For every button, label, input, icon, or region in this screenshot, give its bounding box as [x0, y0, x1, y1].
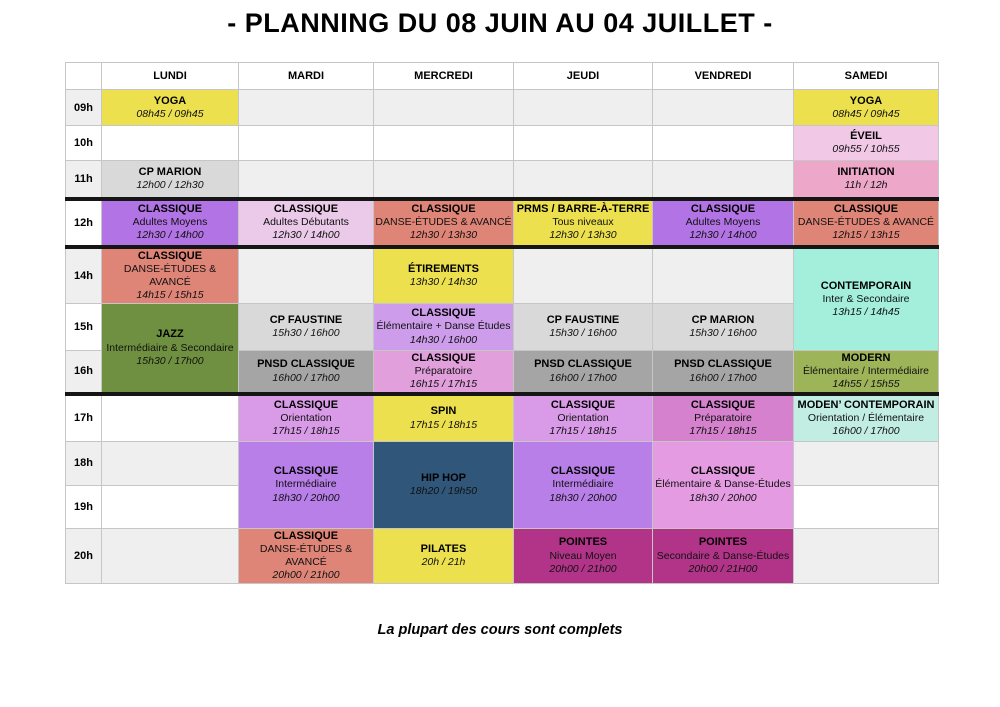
course-cell [239, 528, 374, 583]
course-level: DANSE-ÉTUDES & AVANCÉ [375, 216, 512, 229]
course-level: Élémentaire / Intermédiaire [802, 365, 930, 378]
course-name: ÉTIREMENTS [408, 262, 479, 275]
day-header-lundi: LUNDI [102, 63, 239, 90]
course-hours: 11h / 12h [844, 179, 888, 192]
course-cell [239, 394, 374, 441]
course-name: CLASSIQUE [833, 202, 899, 215]
course-cell [794, 126, 939, 161]
day-header-mercredi: MERCREDI [374, 63, 514, 90]
course-name: CLASSIQUE [273, 529, 339, 542]
course-level: Orientation [557, 412, 609, 425]
course-level: DANSE-ÉTUDES & AVANCÉ [797, 216, 935, 229]
empty-cell [239, 161, 374, 199]
course-cell [102, 90, 239, 126]
day-header-samedi: SAMEDI [794, 63, 939, 90]
course-level: Orientation [280, 412, 332, 425]
course-level: Secondaire & Danse-Études [656, 549, 790, 562]
time-label-19h: 19h [66, 485, 102, 528]
course-name: CLASSIQUE [690, 202, 756, 215]
course-cell [374, 303, 514, 350]
day-header-jeudi: JEUDI [514, 63, 653, 90]
course-name: YOGA [849, 94, 883, 107]
course-hours: 18h20 / 19h50 [409, 485, 478, 498]
course-hours: 14h55 / 15h55 [832, 378, 900, 391]
course-hours: 20h00 / 21h00 [272, 569, 340, 582]
course-level: Orientation / Élémentaire [807, 412, 925, 425]
course-hours: 12h15 / 13h15 [832, 229, 900, 242]
time-label-12h: 12h [66, 199, 102, 247]
course-cell [794, 247, 939, 351]
course-hours: 20h00 / 21h00 [549, 562, 617, 575]
course-name: POINTES [558, 536, 608, 549]
course-hours: 12h30 / 14h00 [272, 229, 340, 242]
course-cell [514, 199, 653, 247]
time-label-20h: 20h [66, 528, 102, 583]
course-cell [374, 528, 514, 583]
course-level: Adultes Moyens [132, 216, 208, 229]
course-cell [794, 90, 939, 126]
course-hours: 12h30 / 13h30 [549, 229, 617, 242]
course-cell [653, 394, 794, 441]
time-label-16h: 16h [66, 350, 102, 394]
course-cell [514, 441, 653, 528]
time-label-15h: 15h [66, 303, 102, 350]
empty-cell [514, 247, 653, 304]
course-name: HIP HOP [420, 471, 467, 484]
course-name: CLASSIQUE [273, 398, 339, 411]
empty-cell [102, 485, 239, 528]
course-level: Tous niveaux [552, 216, 614, 229]
course-hours: 16h00 / 17h00 [549, 371, 617, 384]
course-cell [794, 199, 939, 247]
time-label-14h: 14h [66, 247, 102, 304]
empty-cell [514, 90, 653, 126]
course-cell [239, 350, 374, 394]
course-name: CLASSIQUE [550, 465, 616, 478]
course-name: PNSD CLASSIQUE [257, 358, 355, 371]
course-name: SPIN [430, 405, 457, 418]
course-hours: 15h30 / 17h00 [136, 354, 204, 367]
course-cell [374, 199, 514, 247]
empty-cell [102, 441, 239, 485]
course-hours: 13h30 / 14h30 [409, 275, 478, 288]
course-cell [653, 303, 794, 350]
empty-cell [239, 90, 374, 126]
course-name: CLASSIQUE [411, 351, 476, 364]
empty-cell [653, 90, 794, 126]
time-row-14h [66, 247, 939, 304]
course-name: CLASSIQUE [411, 202, 476, 215]
course-level: Intermédiaire & Secondaire [106, 341, 234, 354]
course-name: YOGA [153, 94, 187, 107]
empty-cell [374, 126, 514, 161]
footer-note: La plupart des cours sont complets [377, 622, 623, 638]
empty-cell [653, 126, 794, 161]
empty-cell [102, 394, 239, 441]
time-row-10h [66, 126, 939, 161]
empty-cell [102, 126, 239, 161]
course-hours: 18h30 / 20h00 [272, 491, 340, 504]
course-level: Intermédiaire [552, 478, 614, 491]
course-name: CP FAUSTINE [269, 313, 343, 326]
time-label-11h: 11h [66, 161, 102, 199]
course-name: PRMS / BARRE-À-TERRE [516, 202, 650, 215]
course-hours: 17h15 / 18h15 [689, 425, 757, 438]
course-hours: 16h00 / 17h00 [832, 425, 900, 438]
course-cell [374, 247, 514, 304]
course-level: Intermédiaire [275, 478, 337, 491]
course-cell [514, 528, 653, 583]
course-hours: 12h30 / 14h00 [689, 229, 757, 242]
empty-cell [794, 441, 939, 485]
course-name: CP MARION [691, 313, 755, 326]
day-header-vendredi: VENDREDI [653, 63, 794, 90]
planning-table [65, 62, 939, 584]
course-hours: 16h15 / 17h15 [409, 378, 478, 391]
empty-cell [102, 528, 239, 583]
planning-table-wrap [65, 62, 939, 584]
time-label-17h: 17h [66, 394, 102, 441]
course-level: Adultes Moyens [685, 216, 761, 229]
course-cell [102, 247, 239, 304]
course-name: CLASSIQUE [137, 202, 203, 215]
course-name: MODEN’ CONTEMPORAIN [797, 398, 935, 411]
course-name: JAZZ [156, 328, 184, 341]
course-name: POINTES [698, 536, 748, 549]
time-row-17h [66, 394, 939, 441]
course-hours: 15h30 / 16h00 [549, 327, 617, 340]
empty-cell [794, 528, 939, 583]
course-level: Adultes Débutants [263, 216, 349, 229]
course-level: Préparatoire [694, 412, 752, 425]
course-cell [514, 350, 653, 394]
course-cell [653, 350, 794, 394]
course-level: DANSE-ÉTUDES & AVANCÉ [123, 262, 217, 288]
empty-cell [239, 126, 374, 161]
course-cell [102, 303, 239, 394]
course-name: CLASSIQUE [137, 249, 203, 262]
course-name: CLASSIQUE [411, 307, 476, 320]
course-hours: 12h30 / 13h30 [409, 229, 478, 242]
course-name: CP MARION [138, 165, 202, 178]
course-name: CLASSIQUE [273, 202, 339, 215]
course-hours: 20h / 21h [421, 556, 466, 569]
course-hours: 15h30 / 16h00 [689, 327, 757, 340]
course-level: Élémentaire & Danse-Études [655, 478, 791, 491]
course-hours: 18h30 / 20h00 [689, 491, 757, 504]
course-hours: 16h00 / 17h00 [689, 371, 757, 384]
page-title: - PLANNING DU 08 JUIN AU 04 JUILLET - [227, 8, 773, 38]
course-cell [102, 199, 239, 247]
course-cell [239, 303, 374, 350]
course-name: INITIATION [837, 165, 895, 178]
time-row-18h [66, 441, 939, 485]
course-name: ÉVEIL [850, 130, 882, 143]
course-hours: 14h15 / 15h15 [136, 289, 204, 302]
course-cell [794, 350, 939, 394]
course-hours: 09h55 / 10h55 [832, 143, 900, 156]
time-label-10h: 10h [66, 126, 102, 161]
empty-cell [514, 161, 653, 199]
course-cell [374, 441, 514, 528]
course-cell [794, 161, 939, 199]
course-hours: 08h45 / 09h45 [136, 107, 204, 120]
time-row-20h [66, 528, 939, 583]
course-cell [102, 161, 239, 199]
course-cell [374, 350, 514, 394]
course-hours: 17h15 / 18h15 [272, 425, 340, 438]
empty-cell [374, 90, 514, 126]
time-label-18h: 18h [66, 441, 102, 485]
empty-cell [239, 247, 374, 304]
course-name: CLASSIQUE [550, 398, 616, 411]
time-label-09h: 09h [66, 90, 102, 126]
course-hours: 08h45 / 09h45 [832, 107, 900, 120]
course-name: MODERN [841, 351, 891, 364]
course-cell [239, 441, 374, 528]
course-hours: 17h15 / 18h15 [409, 418, 478, 431]
course-name: CONTEMPORAIN [820, 279, 912, 292]
header-row [66, 63, 939, 90]
course-hours: 13h15 / 14h45 [832, 305, 900, 318]
course-cell [653, 199, 794, 247]
course-hours: 16h00 / 17h00 [272, 371, 340, 384]
course-hours: 12h30 / 14h00 [136, 229, 204, 242]
course-cell [514, 394, 653, 441]
course-hours: 20h00 / 21H00 [688, 562, 758, 575]
course-name: CLASSIQUE [690, 465, 756, 478]
course-cell [514, 303, 653, 350]
course-cell [239, 199, 374, 247]
course-name: CLASSIQUE [690, 398, 756, 411]
course-name: PILATES [420, 542, 467, 555]
course-level: DANSE-ÉTUDES & AVANCÉ [259, 542, 353, 569]
course-hours: 12h00 / 12h30 [136, 179, 204, 192]
time-row-11h [66, 161, 939, 199]
corner-cell [66, 63, 102, 90]
time-row-12h [66, 199, 939, 247]
course-cell [653, 441, 794, 528]
course-name: CLASSIQUE [273, 465, 339, 478]
course-cell [653, 528, 794, 583]
planning-body [66, 90, 939, 584]
course-name: PNSD CLASSIQUE [534, 358, 632, 371]
course-hours: 14h30 / 16h00 [409, 333, 478, 346]
course-name: PNSD CLASSIQUE [674, 358, 772, 371]
empty-cell [653, 247, 794, 304]
day-header-mardi: MARDI [239, 63, 374, 90]
empty-cell [374, 161, 514, 199]
course-level: Préparatoire [414, 365, 473, 378]
course-level: Inter & Secondaire [822, 292, 910, 305]
course-hours: 15h30 / 16h00 [272, 327, 340, 340]
time-row-09h [66, 90, 939, 126]
course-level: Élémentaire + Danse Études [376, 320, 511, 333]
course-name: CP FAUSTINE [546, 313, 620, 326]
empty-cell [794, 485, 939, 528]
empty-cell [653, 161, 794, 199]
course-level: Niveau Moyen [549, 549, 617, 562]
course-hours: 18h30 / 20h00 [549, 491, 617, 504]
empty-cell [514, 126, 653, 161]
course-cell [374, 394, 514, 441]
course-hours: 17h15 / 18h15 [549, 425, 617, 438]
course-cell [794, 394, 939, 441]
